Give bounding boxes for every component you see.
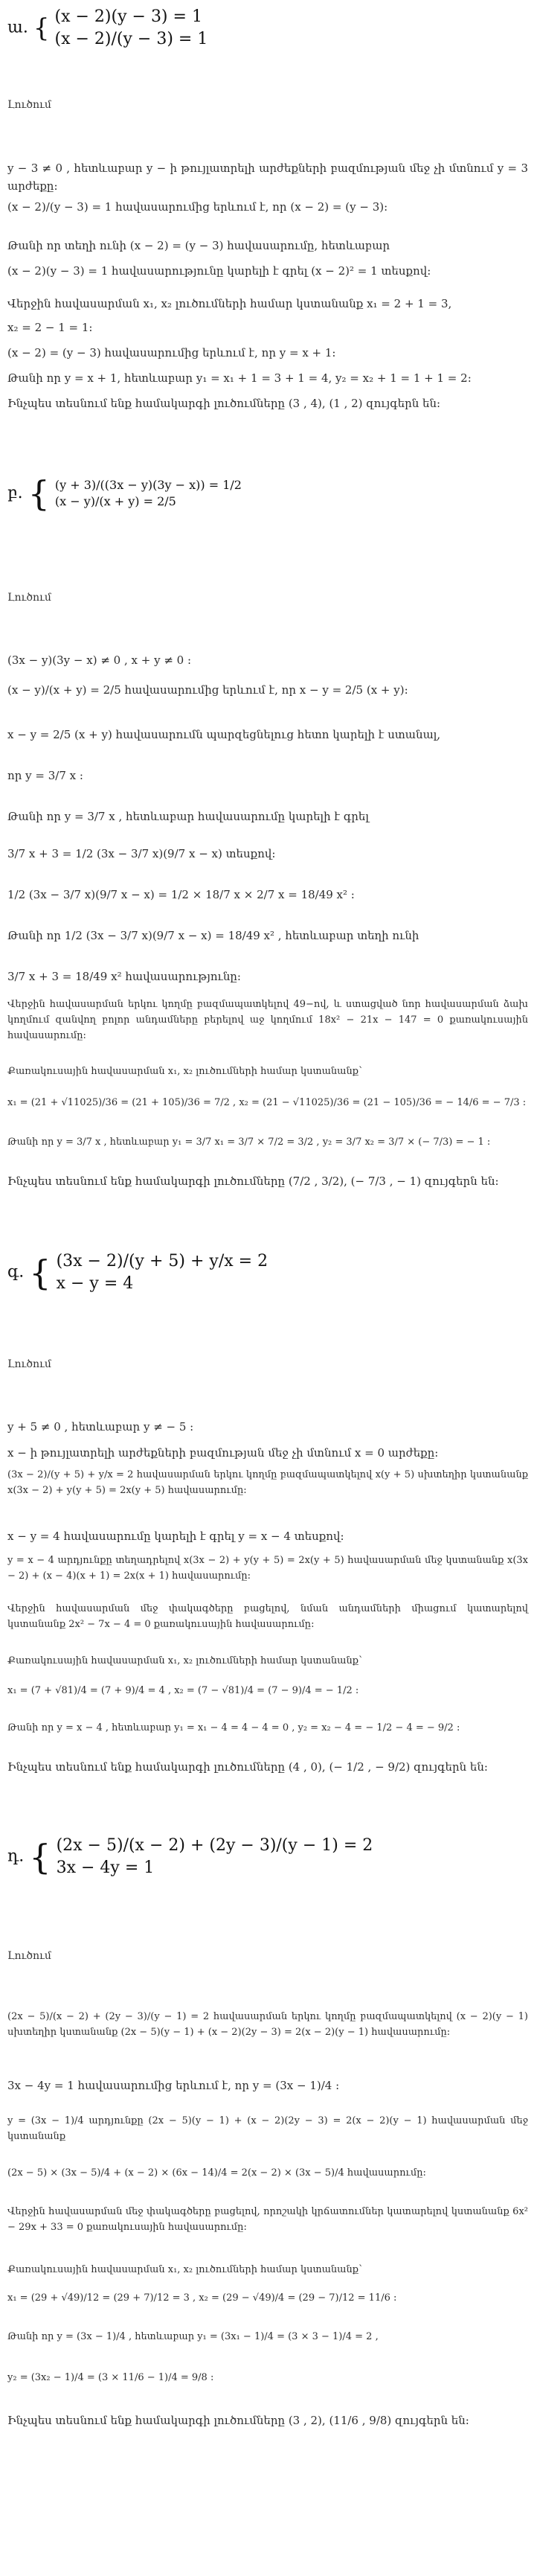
paragraph: 1/2 (3x − 3/7 x)(9/7 x − x) = 1/2 × 18/7 x × 2/7 x = 18/49 x² :: [7, 888, 355, 901]
paragraph: Վերջին հավասարման մեջ փակագծերը բացելով, որոշակի կրճատումներ կատարելով կստանանք 6x² − 29x + 33 = 0 քառակուսային հավասարումը:: [7, 2206, 528, 2233]
paragraph: x₁ = (29 + √49)/12 = (29 + 7)/12 = 3 , x₂ = (29 − √49)/4 = (29 − 7)/12 = 11/6 :: [7, 2292, 397, 2304]
problem-label: ա.: [7, 18, 28, 37]
paragraph: 3/7 x + 3 = 18/49 x² հավասարությունը:: [7, 970, 241, 983]
problem-label: դ.: [7, 1847, 25, 1866]
system-a: [7, 6, 208, 50]
paragraph: Թանի որ y = x − 4 , հետևաբար y₁ = x₁ − 4 = 4 − 4 = 0 , y₂ = x₂ − 4 = − 1/2 − 4 = − 9/2 :: [7, 1722, 460, 1733]
paragraph: (3x − y)(3y − x) ≠ 0 , x + y ≠ 0 :: [7, 653, 192, 667]
system-d: [7, 1835, 373, 1879]
equation: (x − 2)(y − 3) = 1: [54, 7, 202, 26]
paragraph: Թանի որ y = (3x − 1)/4 , հետևաբար y₁ = (3x₁ − 1)/4 = (3 × 3 − 1)/4 = 2 ,: [7, 2331, 379, 2342]
brace-icon: {: [29, 1252, 51, 1293]
equation: x − y = 4: [56, 1273, 134, 1293]
paragraph: y = x − 4 արդյունքը տեղադրելով x(3x − 2) + y(y + 5) = 2x(y + 5) հավասարման մեջ կստանանք x(3x − 2) + (x − 4)(x + 1) = 2x(x + 1) հավասարումը:: [7, 1555, 528, 1582]
paragraph: y − 3 ≠ 0 , հետևաբար y − ի թույլատրելի արժեքների բազմության մեջ չի մտնում y = 3 արժեքը:: [7, 162, 528, 193]
paragraph: (3x − 2)/(y + 5) + y/x = 2 հավասարման երկու կողմը բազմապատկելով x(y + 5) սխտեղիր կստանանք x(3x − 2) + y(y + 5) = 2x(y + 5) հավասարումը:: [7, 1469, 528, 1496]
paragraph: Ինչպես տեսնում ենք համակարգի լուծումները (7/2 , 3/2), (− 7/3 , − 1) զույգերն են:: [7, 1174, 499, 1188]
equation: 3x − 4y = 1: [56, 1858, 155, 1877]
paragraph: (x − 2)(y − 3) = 1 հավասարությունը կարելի է գրել (x − 2)² = 1 տեսքով:: [7, 264, 431, 278]
paragraph: (x − 2)/(y − 3) = 1 հավասարումից երևում է, որ (x − 2) = (y − 3):: [7, 200, 388, 214]
paragraph: Վերջին հավասարման երկու կողմը բազմապատկելով 49−ով, և ստացված նոր հավասարման ձախ կողմում զանվող բոլոր անդամները բերելով աջ կողմում 18x² − 21x − 147 = 0 քառակուսային հավասարումը:: [7, 999, 528, 1041]
paragraph: Թանի որ y = 3/7 x , հետևաբար հավասարումը կարելի է գրել: [7, 810, 369, 823]
paragraph: Թանի որ y = x + 1, հետևաբար y₁ = x₁ + 1 = 3 + 1 = 4, y₂ = x₂ + 1 = 1 + 1 = 2:: [7, 371, 472, 385]
solution-title: Լուծում: [7, 1950, 51, 1962]
equation: (2x − 5)/(x − 2) + (2y − 3)/(y − 1) = 2: [56, 1836, 373, 1855]
solution-title: Լուծում: [7, 99, 51, 111]
paragraph: (x − 2) = (y − 3) հավասարումից երևում է, որ y = x + 1:: [7, 346, 336, 359]
paragraph: (2x − 5)/(x − 2) + (2y − 3)/(y − 1) = 2 հավասարման երկու կողմը բազմապատկելով (x − 2)(y − 1) սխտեղիր կստանանք (2x − 5)(y − 1) + (x − 2)(2y − 3) = 2(x − 2)(y − 1) հավասարումը:: [7, 2011, 528, 2038]
system-c: [7, 1250, 268, 1294]
paragraph: x − y = 4 հավասարումը կարելի է գրել y = x − 4 տեսքով:: [7, 1530, 344, 1543]
equation: (3x − 2)/(y + 5) + y/x = 2: [56, 1252, 268, 1271]
system-b: [7, 473, 242, 514]
paragraph: Վերջին հավասարման x₁, x₂ լուծումների համար կստանանք x₁ = 2 + 1 = 3,: [7, 297, 452, 310]
paragraph: 3/7 x + 3 = 1/2 (3x − 3/7 x)(9/7 x − x) տեսքով:: [7, 847, 276, 860]
equation: (x − 2)/(y − 3) = 1: [54, 29, 208, 48]
paragraph: Ինչպես տեսնում ենք համակարգի լուծումները (3 , 4), (1 , 2) զույգերն են:: [7, 397, 441, 410]
paragraph: x₂ = 2 − 1 = 1:: [7, 321, 93, 334]
paragraph: Քառակուսային հավասարման x₁, x₂ լուծումների համար կստանանք`: [7, 2264, 364, 2275]
paragraph: Քառակուսային հավասարման x₁, x₂ լուծումների համար կստանանք`: [7, 1066, 364, 1077]
paragraph: (2x − 5) × (3x − 5)/4 + (x − 2) × (6x − 14)/4 = 2(x − 2) × (3x − 5)/4 հավասարումը:: [7, 2167, 426, 2179]
paragraph: x − ի թույլատրելի արժեքների բազմության մեջ չի մտնում x = 0 արժեքը:: [7, 1446, 439, 1460]
paragraph: որ y = 3/7 x :: [7, 769, 83, 782]
paragraph: 3x − 4y = 1 հավասարումից երևում է, որ y = (3x − 1)/4 :: [7, 2079, 340, 2092]
paragraph: Վերջին հավասարման մեջ փակագծերը բացելով, նման անդամների միացում կատարելով կստանանք 2x² − 7x − 4 = 0 քառակուսային հավասարումը:: [7, 1603, 528, 1630]
paragraph: y + 5 ≠ 0 , հետևաբար y ≠ − 5 :: [7, 1420, 194, 1434]
paragraph: (x − y)/(x + y) = 2/5 հավասարումից երևում է, որ x − y = 2/5 (x + y):: [7, 683, 408, 697]
problem-label: գ.: [7, 1262, 25, 1282]
equation: (x − y)/(x + y) = 2/5: [54, 494, 176, 508]
paragraph: Թանի որ 1/2 (3x − 3/7 x)(9/7 x − x) = 18/49 x² , հետևաբար տեղի ունի: [7, 929, 419, 942]
paragraph: x₁ = (7 + √81)/4 = (7 + 9)/4 = 4 , x₂ = (7 − √81)/4 = (7 − 9)/4 = − 1/2 :: [7, 1685, 359, 1696]
paragraph: x − y = 2/5 (x + y) հավասարումն պարզեցնելուց հետո կարելի է ստանալ,: [7, 728, 441, 741]
paragraph: Քառակուսային հավասարման x₁, x₂ լուծումների համար կստանանք`: [7, 1655, 364, 1666]
problem-label: բ.: [7, 484, 23, 502]
paragraph: y₂ = (3x₂ − 1)/4 = (3 × 11/6 − 1)/4 = 9/8 :: [7, 2372, 214, 2383]
paragraph: y = (3x − 1)/4 արդյունքը (2x − 5)(y − 1) + (x − 2)(2y − 3) = 2(x − 2)(y − 1) հավասարման մեջ կստանանք: [7, 2115, 528, 2142]
equation: (y + 3)/((3x − y)(3y − x)) = 1/2: [54, 478, 242, 493]
paragraph: x₁ = (21 + √11025)/36 = (21 + 105)/36 = 7/2 , x₂ = (21 − √11025)/36 = (21 − 105)/36 = − 14/6 = − 7/3 :: [7, 1097, 527, 1108]
paragraph: Ինչպես տեսնում ենք համակարգի լուծումները (4 , 0), (− 1/2 , − 9/2) զույգերն են:: [7, 1760, 488, 1774]
brace-icon: {: [29, 1836, 51, 1877]
paragraph: Թանի որ y = 3/7 x , հետևաբար y₁ = 3/7 x₁ = 3/7 × 7/2 = 3/2 , y₂ = 3/7 x₂ = 3/7 × (− 7/3) = − 1 :: [7, 1137, 491, 1148]
brace-icon: {: [28, 473, 50, 514]
brace-icon: {: [33, 13, 50, 43]
solution-title: Լուծում: [7, 592, 51, 604]
solution-title: Լուծում: [7, 1358, 51, 1370]
paragraph: Թանի որ տեղի ունի (x − 2) = (y − 3) հավասարումը, հետևաբար: [7, 239, 390, 252]
paragraph: Ինչպես տեսնում ենք համակարգի լուծումները (3 , 2), (11/6 , 9/8) զույգերն են:: [7, 2414, 469, 2427]
